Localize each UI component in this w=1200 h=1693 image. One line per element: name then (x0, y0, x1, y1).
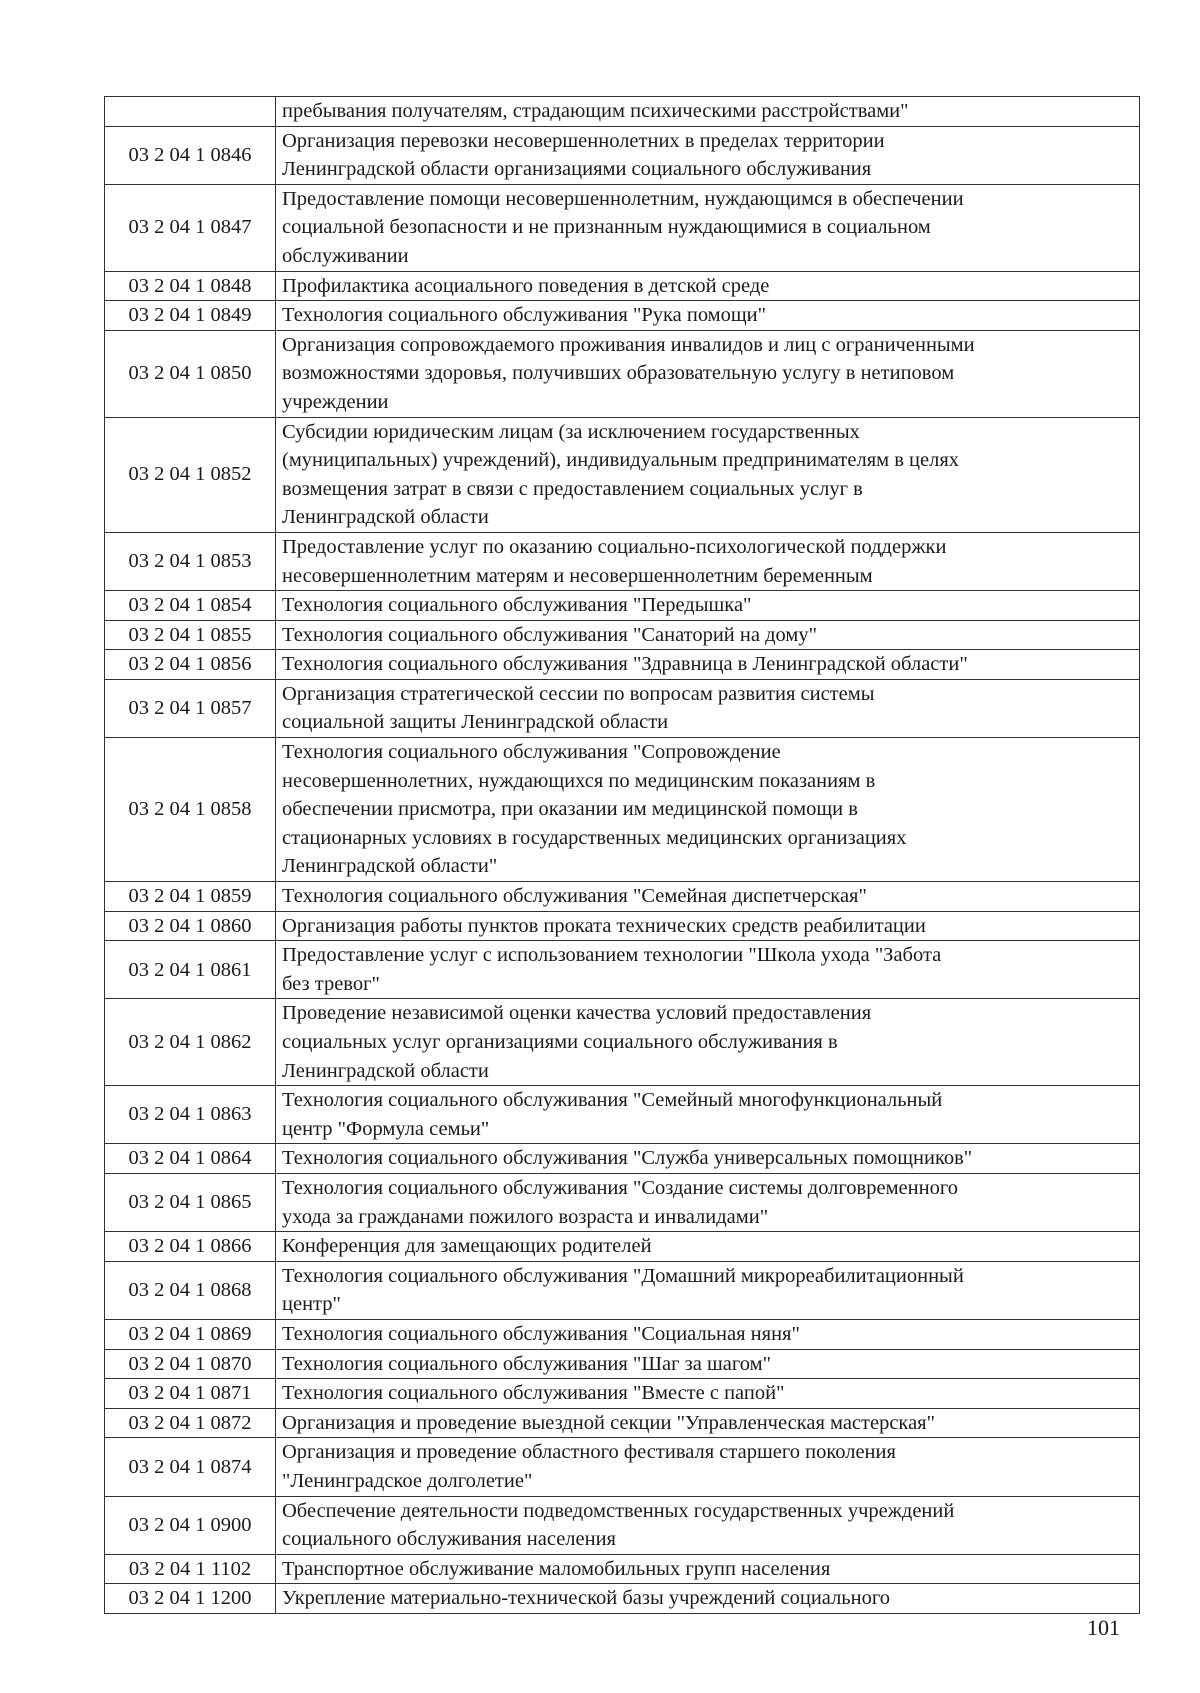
description-line: Технология социального обслуживания "Рука помощи" (282, 304, 767, 327)
description-line: без тревог" (282, 972, 380, 995)
row-description (276, 911, 1140, 941)
description-line: пребывания получателям, страдающим психическими расстройствами" (282, 100, 909, 122)
table-row (105, 1086, 1140, 1144)
codes-table (104, 96, 1140, 1614)
row-code: 03 2 04 1 0848 (105, 271, 276, 301)
description-line: Технология социального обслуживания "Санаторий на дому" (282, 623, 817, 646)
description-line: Технология социального обслуживания "Передышка" (282, 594, 752, 617)
description-line: Транспортное обслуживание маломобильных групп населения (282, 1557, 831, 1580)
table-row (105, 126, 1140, 184)
row-description (276, 330, 1140, 417)
description-line: Организация стратегической сессии по вопросам развития системы (282, 682, 875, 705)
description-line: (муниципальных) учреждений), индивидуальным предпринимателям в целях (282, 449, 960, 472)
row-code: 03 2 04 1 0855 (105, 620, 276, 650)
row-code: 03 2 04 1 0854 (105, 591, 276, 621)
description-line: Организация и проведение выездной секции "Управленческая мастерская" (282, 1411, 935, 1434)
table-row (105, 941, 1140, 999)
description-line: центр "Формула семьи" (282, 1117, 490, 1140)
row-code: 03 2 04 1 0856 (105, 650, 276, 680)
description-line: Обеспечение деятельности подведомственных государственных учреждений (282, 1499, 955, 1522)
description-line: Организация перевозки несовершеннолетних в пределах территории (282, 129, 885, 152)
row-code: 03 2 04 1 0847 (105, 184, 276, 271)
row-description (276, 999, 1140, 1086)
row-description (276, 941, 1140, 999)
table-row (105, 417, 1140, 532)
description-line: ухода за гражданами пожилого возраста и инвалидами" (282, 1205, 769, 1228)
description-line: Субсидии юридическим лицам (за исключением государственных (282, 420, 860, 443)
row-code: 03 2 04 1 0870 (105, 1349, 276, 1379)
row-code: 03 2 04 1 0852 (105, 417, 276, 532)
row-description (276, 126, 1140, 184)
description-line: Ленинградской области (282, 1059, 489, 1082)
table-row (105, 620, 1140, 650)
description-line: несовершеннолетних, нуждающихся по медицинским показаниям в (282, 769, 876, 792)
table-row (105, 1349, 1140, 1379)
row-description (276, 184, 1140, 271)
description-line: учреждении (282, 390, 389, 413)
row-description (276, 1408, 1140, 1438)
row-description (276, 1173, 1140, 1231)
description-line: Технология социального обслуживания "Семейный многофункциональный (282, 1089, 943, 1112)
row-description (276, 1379, 1140, 1409)
row-description (276, 417, 1140, 532)
description-line: социального обслуживания населения (282, 1528, 616, 1551)
row-code: 03 2 04 1 0900 (105, 1496, 276, 1554)
row-description (276, 532, 1140, 590)
description-line: Технология социального обслуживания "Вместе с папой" (282, 1382, 785, 1405)
description-line: Технология социального обслуживания "Семейная диспетчерская" (282, 885, 867, 908)
row-description (276, 271, 1140, 301)
row-code: 03 2 04 1 0858 (105, 738, 276, 882)
description-line: возможностями здоровья, получивших образовательную услугу в нетиповом (282, 362, 955, 385)
description-line: Предоставление услуг с использованием технологии "Школа ухода "Забота (282, 944, 942, 967)
row-code: 03 2 04 1 0857 (105, 679, 276, 737)
row-description (276, 1496, 1140, 1554)
row-description (276, 679, 1140, 737)
row-description (276, 1584, 1140, 1614)
row-description (276, 301, 1140, 331)
table-row (105, 330, 1140, 417)
table-row (105, 1408, 1140, 1438)
description-line: социальной безопасности и не признанным нуждающимися в социальном (282, 216, 931, 239)
table-row (105, 301, 1140, 331)
description-line: Предоставление услуг по оказанию социально-психологической поддержки (282, 535, 947, 558)
table-row (105, 882, 1140, 912)
description-line: обеспечении присмотра, при оказании им медицинской помощи в (282, 798, 858, 821)
description-line: Организация работы пунктов проката технических средств реабилитации (282, 914, 926, 937)
description-line: социальных услуг организациями социального обслуживания в (282, 1031, 838, 1053)
row-description (276, 650, 1140, 680)
description-line: Проведение независимой оценки качества условий предоставления (282, 1002, 872, 1025)
row-description (276, 882, 1140, 912)
description-line: Технология социального обслуживания "Шаг за шагом" (282, 1352, 771, 1375)
table-row (105, 1584, 1140, 1614)
description-line: Технология социального обслуживания "Здравница в Ленинградской области" (282, 653, 968, 676)
table-row (105, 1379, 1140, 1409)
table-row (105, 184, 1140, 271)
table-row (105, 1319, 1140, 1349)
row-code: 03 2 04 1 0862 (105, 999, 276, 1086)
description-line: "Ленинградское долголетие" (282, 1469, 533, 1492)
description-line: Технология социального обслуживания "Создание системы долговременного (282, 1176, 958, 1199)
row-code: 03 2 04 1 0860 (105, 911, 276, 941)
row-code: 03 2 04 1 0868 (105, 1261, 276, 1319)
row-description (276, 738, 1140, 882)
table-row (105, 738, 1140, 882)
description-line: Технология социального обслуживания "Социальная няня" (282, 1322, 800, 1345)
table-row (105, 97, 1140, 127)
page-number: 101 (1087, 1615, 1120, 1640)
table-row (105, 1173, 1140, 1231)
row-code: 03 2 04 1 0869 (105, 1319, 276, 1349)
row-description (276, 1144, 1140, 1174)
description-line: Ленинградской области" (282, 855, 498, 878)
table-row (105, 911, 1140, 941)
row-description (276, 1349, 1140, 1379)
row-code: 03 2 04 1 0850 (105, 330, 276, 417)
table-row (105, 1554, 1140, 1584)
table-row (105, 532, 1140, 590)
row-description (276, 591, 1140, 621)
description-line: Технология социального обслуживания "Сопровождение (282, 741, 781, 764)
description-line: возмещения затрат в связи с предоставлением социальных услуг в (282, 477, 863, 500)
row-description (276, 1554, 1140, 1584)
description-line: Профилактика асоциального поведения в детской среде (282, 274, 770, 297)
row-code: 03 2 04 1 0859 (105, 882, 276, 912)
table-row (105, 1261, 1140, 1319)
table-row (105, 1232, 1140, 1262)
codes-table-body (105, 97, 1140, 1614)
description-line: Технология социального обслуживания "Служба универсальных помощников" (282, 1147, 973, 1170)
row-code: 03 2 04 1 1102 (105, 1554, 276, 1584)
description-line: Организация и проведение областного фестиваля старшего поколения (282, 1441, 896, 1464)
description-line: стационарных условиях в государственных медицинских организациях (282, 826, 907, 849)
row-code: 03 2 04 1 0874 (105, 1438, 276, 1496)
description-line: Конференция для замещающих родителей (282, 1235, 652, 1258)
table-row (105, 650, 1140, 680)
description-line: Укрепление материально-технической базы учреждений социального (282, 1587, 891, 1610)
row-description (276, 1086, 1140, 1144)
row-code: 03 2 04 1 0866 (105, 1232, 276, 1262)
table-row (105, 679, 1140, 737)
row-code: 03 2 04 1 0871 (105, 1379, 276, 1409)
row-code: 03 2 04 1 0863 (105, 1086, 276, 1144)
row-code: 03 2 04 1 0846 (105, 126, 276, 184)
row-description (276, 97, 1140, 127)
description-line: Технология социального обслуживания "Домашний микрореабилитационный (282, 1264, 964, 1287)
row-code: 03 2 04 1 0872 (105, 1408, 276, 1438)
table-row (105, 1144, 1140, 1174)
row-code: 03 2 04 1 0853 (105, 532, 276, 590)
row-description (276, 1261, 1140, 1319)
description-line: Ленинградской области (282, 506, 489, 529)
description-line: Ленинградской области организациями социального обслуживания (282, 158, 872, 181)
row-code (105, 97, 276, 127)
table-row (105, 1438, 1140, 1496)
table-row (105, 591, 1140, 621)
description-line: центр" (282, 1293, 341, 1316)
description-line: социальной защиты Ленинградской области (282, 711, 669, 734)
row-description (276, 1232, 1140, 1262)
table-row (105, 1496, 1140, 1554)
row-code: 03 2 04 1 0865 (105, 1173, 276, 1231)
description-line: Предоставление помощи несовершеннолетним, нуждающимся в обеспечении (282, 187, 964, 210)
table-row (105, 999, 1140, 1086)
row-description (276, 620, 1140, 650)
row-code: 03 2 04 1 0861 (105, 941, 276, 999)
row-description (276, 1438, 1140, 1496)
row-code: 03 2 04 1 0849 (105, 301, 276, 331)
description-line: обслуживании (282, 244, 409, 267)
row-code: 03 2 04 1 1200 (105, 1584, 276, 1614)
row-code: 03 2 04 1 0864 (105, 1144, 276, 1174)
description-line: несовершеннолетним матерям и несовершеннолетним беременным (282, 564, 873, 587)
row-description (276, 1319, 1140, 1349)
table-row (105, 271, 1140, 301)
description-line: Организация сопровождаемого проживания инвалидов и лиц с ограниченными (282, 333, 975, 356)
